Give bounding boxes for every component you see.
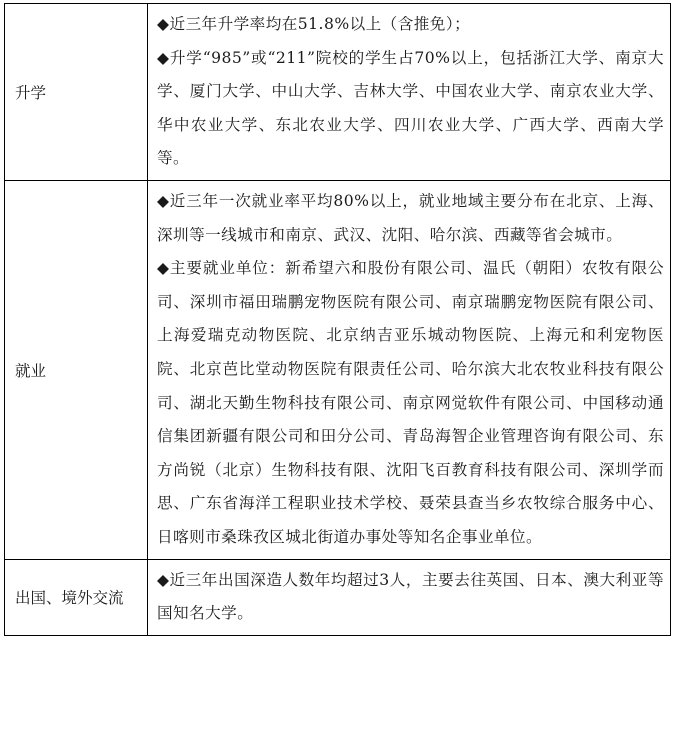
paragraph-study-abroad: ◆近三年出国深造人数年均超过3人，主要去往英国、日本、澳大利亚等国知名大学。 <box>157 570 664 623</box>
table-row-employment <box>5 180 671 559</box>
row-content-further-study <box>148 4 671 181</box>
paragraph-employment-employers: ◆主要就业单位：新希望六和股份有限公司、温氏（朝阳）农牧有限公司、深圳市福田瑞鹏宠物医院有限公司、南京瑞鹏宠物医院有限公司、上海爱瑞克动物医院、北京纳吉亚乐城动物医院、上海元和利宠物医院、北京芭比堂动物医院有限责任公司、哈尔滨大北农牧业科技有限公司、湖北天勤生物科技有限公司、南京网觉软件有限公司、中国移动通信集团新疆有限公司和田分公司、青岛海智企业管理咨询有限公司、东方尚锐（北京）生物科技有限、沈阳飞百教育科技有限公司、深圳学而思、广东省海洋工程职业技术学校、聂荣县查当乡农牧综合服务中心、日喀则市桑珠孜区城北街道办事处等知名企事业单位。 <box>157 259 664 546</box>
row-label-further-study: 升学 <box>5 4 148 181</box>
row-label-employment: 就业 <box>5 180 148 559</box>
row-content-employment <box>148 180 671 559</box>
row-label-study-abroad: 出国、境外交流 <box>5 559 148 635</box>
table-row-study-abroad <box>5 559 671 635</box>
row-content-study-abroad <box>148 559 671 635</box>
paragraph-further-study-universities: ◆升学“985”或“211”院校的学生占70%以上，包括浙江大学、南京大学、厦门大学、中山大学、吉林大学、中国农业大学、南京农业大学、华中农业大学、东北农业大学、四川农业大学、广西大学、西南大学等。 <box>157 48 664 168</box>
table-row-further-study <box>5 4 671 181</box>
paragraph-further-study-rate: ◆近三年升学率均在51.8%以上（含推免）； <box>157 15 471 33</box>
outcomes-table <box>4 3 671 636</box>
paragraph-employment-rate: ◆近三年一次就业率平均80%以上，就业地域主要分布在北京、上海、深圳等一线城市和南京、武汉、沈阳、哈尔滨、西藏等省会城市。 <box>157 191 664 244</box>
